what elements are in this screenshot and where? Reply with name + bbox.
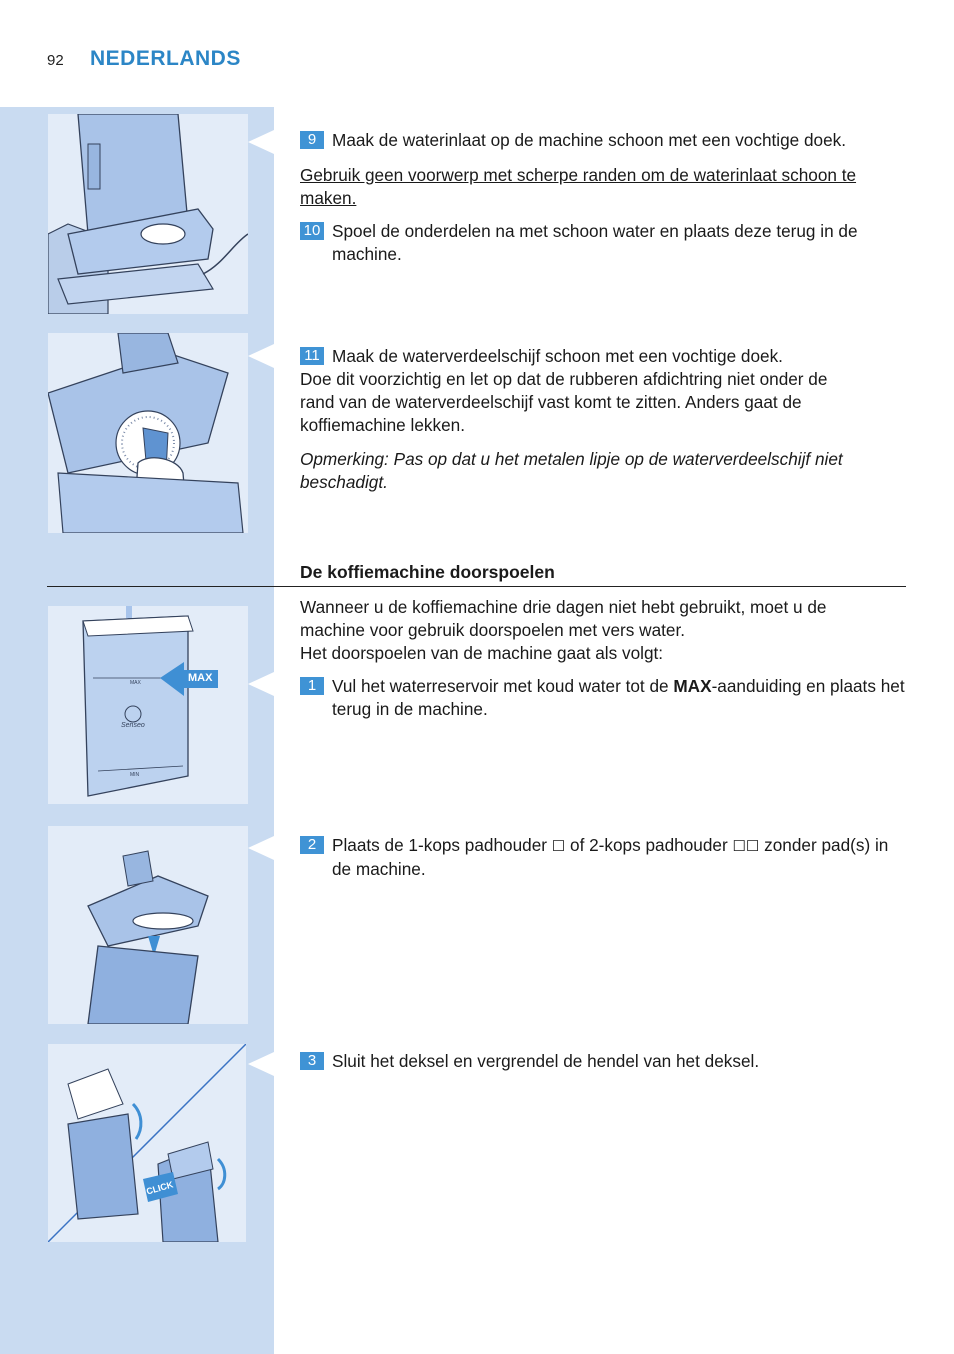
step-text: Sluit het deksel en vergrendel de hendel van het deksel. — [332, 1051, 760, 1071]
sidebar-notch — [248, 672, 274, 696]
intro-text-2: Het doorspoelen van de machine gaat als volgt: — [300, 643, 664, 663]
intro-text: Wanneer u de koffiemachine drie dagen niet hebt gebruikt, moet u de machine voor gebruik doorspoelen met vers water. — [300, 597, 827, 640]
illustration-shower-disc — [48, 333, 248, 533]
section-title: NEDERLANDS — [90, 47, 241, 70]
click-label: CLICK — [145, 1179, 175, 1197]
illustration-water-reservoir — [48, 606, 248, 804]
two-cup-icon: ☐☐ — [732, 838, 760, 855]
flush-step-3 — [300, 1050, 906, 1073]
step-number: 3 — [300, 1052, 324, 1070]
step-11 — [300, 345, 906, 368]
step-text-pre: Vul het waterreservoir met koud water tot de — [332, 676, 674, 696]
step-number: 2 — [300, 836, 324, 854]
max-label: MAX — [188, 672, 213, 684]
illustration-pad-holder — [48, 826, 248, 1024]
step-10 — [300, 220, 906, 266]
step-number: 10 — [300, 222, 324, 240]
step-number: 9 — [300, 131, 324, 149]
step-text-mid: of 2-kops padhouder — [565, 835, 733, 855]
sidebar-notch — [248, 344, 274, 368]
step-text: Maak de waterverdeelschijf schoon met een vochtige doek. — [332, 346, 783, 366]
min-mark-label: MIN — [130, 772, 140, 778]
note-text: Opmerking: Pas op dat u het metalen lipje op de waterverdeelschijf niet beschadigt. — [300, 449, 843, 492]
step-text-post: zonder pad(s) in de machine. — [332, 835, 889, 879]
warning-text: Gebruik geen voorwerp met scherpe randen om de waterinlaat schoon te maken. — [300, 165, 857, 208]
step-9 — [300, 129, 906, 152]
max-keyword: MAX — [673, 676, 712, 696]
step-text: Maak de waterinlaat op de machine schoon met een vochtige doek. — [332, 130, 847, 150]
page-number: 92 — [47, 52, 64, 69]
brand-label: Senseo — [121, 722, 145, 729]
illustration-close-lid — [48, 1044, 246, 1242]
sidebar-notch — [248, 1052, 274, 1076]
step-text: Spoel de onderdelen na met schoon water en plaats deze terug in de machine. — [332, 221, 858, 264]
max-mark-label: MAX — [130, 680, 141, 686]
step-11-detail: Doe dit voorzichtig en let op dat de rubberen afdichtring niet onder de rand van de waterverdeelschijf vast komt te zitten. Anders gaat de koffiemachine lekken. — [300, 369, 828, 435]
flush-step-2 — [300, 834, 906, 881]
step-text-pre: Plaats de 1-kops padhouder — [332, 835, 552, 855]
section-divider — [47, 586, 906, 587]
step-number: 1 — [300, 677, 324, 695]
sidebar-notch — [248, 836, 274, 860]
step-text-post: -aanduiding en plaats het terug in de machine. — [332, 676, 905, 719]
sidebar-notch — [248, 130, 274, 154]
flush-step-1 — [300, 675, 906, 721]
illustration-water-inlet — [48, 114, 248, 314]
one-cup-icon: ☐ — [551, 838, 566, 855]
step-number: 11 — [300, 347, 324, 365]
section-heading: De koffiemachine doorspoelen — [300, 562, 555, 582]
